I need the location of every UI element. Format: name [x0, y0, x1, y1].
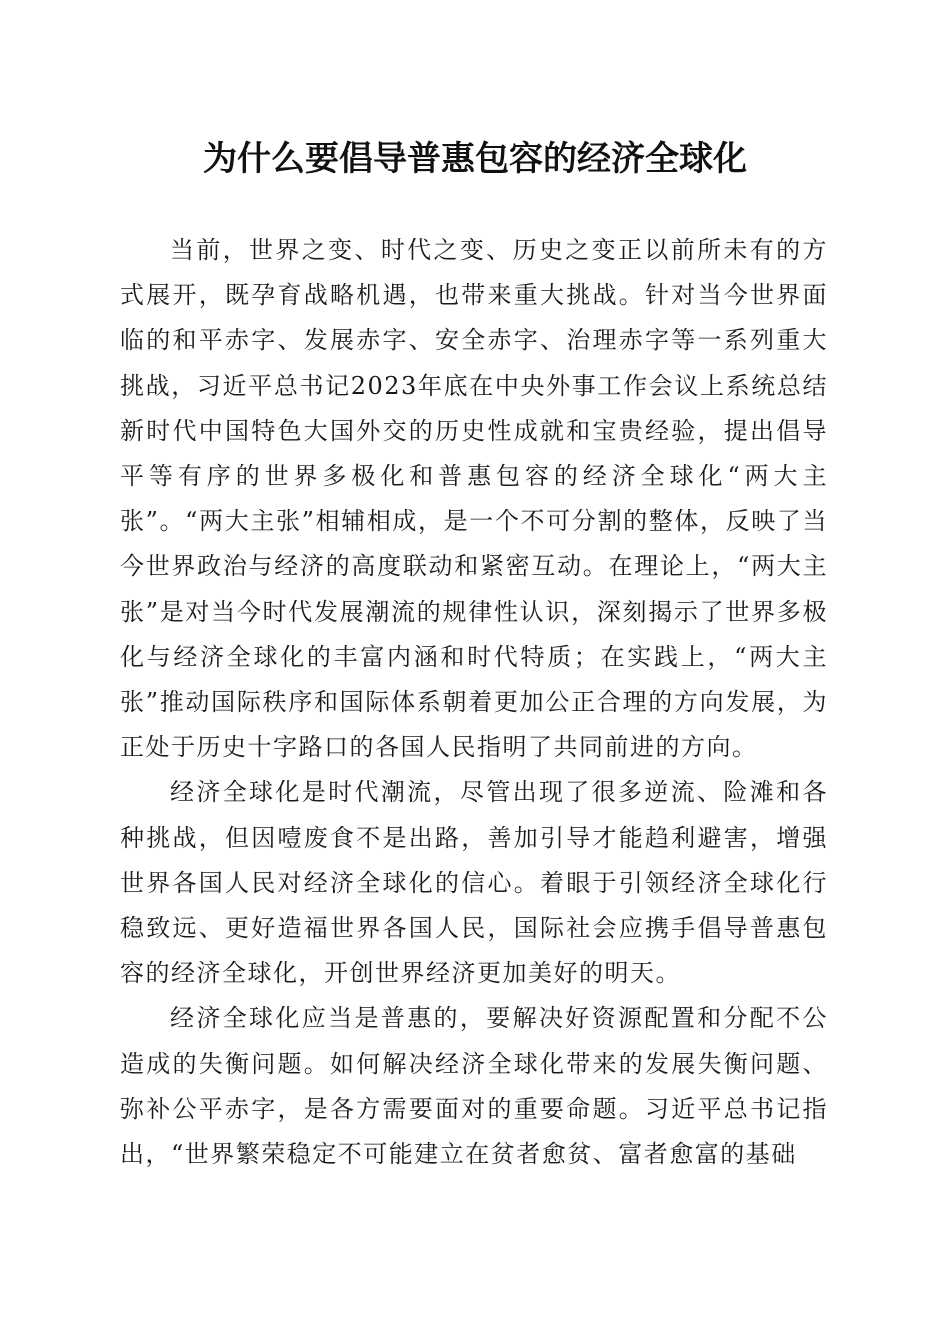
document-title: 为什么要倡导普惠包容的经济全球化	[203, 139, 747, 179]
paragraph: 经济全球化应当是普惠的，要解决好资源配置和分配不公造成的失衡问题。如何解决经济全球化带来的发展失衡问题、弥补公平赤字，是各方需要面对的重要命题。习近平总书记指出，“世界繁荣稳定不可能建立在贫者愈贫、富者愈富的基础	[120, 1004, 828, 1169]
paragraph: 经济全球化是时代潮流，尽管出现了很多逆流、险滩和各种挑战，但因噎废食不是出路，善加引导才能趋利避害，增强世界各国人民对经济全球化的信心。着眼于引领经济全球化行稳致远、更好造福世界各国人民，国际社会应携手倡导普惠包容的经济全球化，开创世界经济更加美好的明天。	[120, 778, 828, 988]
document-body	[120, 228, 828, 1177]
paragraph: 当前，世界之变、时代之变、历史之变正以前所未有的方式展开，既孕育战略机遇，也带来重大挑战。针对当今世界面临的和平赤字、发展赤字、安全赤字、治理赤字等一系列重大挑战，习近平总书记2023年底在中央外事工作会议上系统总结新时代中国特色大国外交的历史性成就和宝贵经验，提出倡导平等有序的世界多极化和普惠包容的经济全球化“两大主张”。“两大主张”相辅相成，是一个不可分割的整体，反映了当今世界政治与经济的高度联动和紧密互动。在理论上，“两大主张”是对当今时代发展潮流的规律性认识，深刻揭示了世界多极化与经济全球化的丰富内涵和时代特质；在实践上，“两大主张”推动国际秩序和国际体系朝着更加公正合理的方向发展，为正处于历史十字路口的各国人民指明了共同前进的方向。	[120, 236, 828, 762]
